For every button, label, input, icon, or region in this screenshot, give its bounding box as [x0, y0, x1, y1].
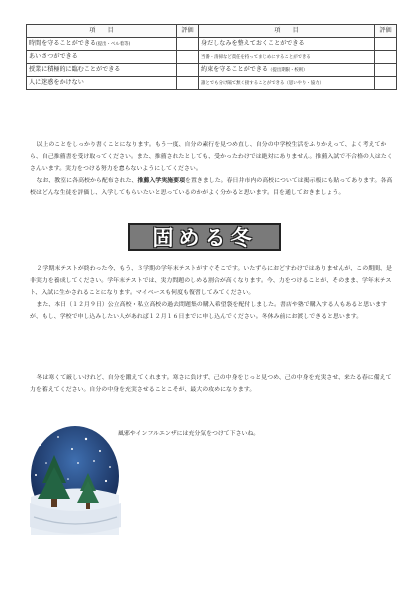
evaluation-table — [26, 24, 397, 90]
winter-paragraph: 冬は寒くて厳しいけれど、自分を鍛えてくれます。寒さに負けず、己の中身をじっと見つめ、己の中身を充実させ、来たる春に備えて力を蓄えてください。自分の中身を充実させることこそが、最大の攻めになります。 — [30, 375, 392, 393]
table-row — [27, 50, 397, 63]
score-cell — [375, 63, 397, 76]
header-score: 評価 — [375, 25, 397, 38]
table-row — [27, 37, 397, 50]
item-cell: 誰とでも分け隔て無く接することができる（思いやり・協力） — [199, 76, 375, 89]
section-title-banner: 固める冬 — [128, 223, 281, 251]
score-cell — [177, 50, 199, 63]
recommendation-paragraph: 以上のことをしっかり書くことになります。もう一度、自分の素行を見つめ直し、自分の中学校生活をふりかえって、よく考えてから、自己推薦書を受け取ってください。また、推薦されたとしても、受かったわけでは絶対にありません。推薦入試で不合格の人はたくさんいます。実力をつける努力を怠らないようにしてください。 — [30, 142, 393, 172]
item-cell: 時間を守ることができる(提出・ベル着等) — [27, 37, 177, 50]
item-cell: 身だしなみを整えておくことができる — [199, 37, 375, 50]
score-cell — [375, 37, 397, 50]
header-item: 項 目 — [27, 25, 177, 38]
item-cell: 授業に積極的に臨むことができる — [27, 63, 177, 76]
score-cell — [177, 76, 199, 89]
recommendation-section — [30, 140, 394, 200]
header-score: 評価 — [177, 25, 199, 38]
score-cell — [177, 37, 199, 50]
item-cell: 人に迷惑をかけない — [27, 76, 177, 89]
exam-paragraph: ２学期末テストが終わった今、もう、３学期の学年末テストがすぐそこです。いたずらにおどすわけではありませんが、この期間、是非実力を養成してください。学年末テストでは、実力問題のしめる割合が高くなります。今、力をつけることが、そのまま、学年末テスト、入試に生かされることになります。マイベースも何度も復習してみてください。 — [30, 266, 392, 296]
item-cell: 当番・清掃など責任を持ってまじめにすることができる — [199, 50, 375, 63]
guideline-title: 推薦入学実施要項 — [137, 177, 186, 184]
score-cell — [177, 63, 199, 76]
workbook-paragraph: また、本日（１２月９日）公立高校・私立高校の過去問題集の購入希望袋を配付しました。書店や塾で購入する人もあると思いますが、もし、学校で申し込みしたい人があれば１２月１６日までに申し込んでください。冬休み前にお渡しできると思います。 — [30, 301, 387, 320]
table-row — [27, 63, 397, 76]
item-cell: あいさつができる — [27, 50, 177, 63]
table-header-row — [27, 25, 397, 38]
guideline-paragraph: なお、教室に各高校から配布された、推薦入学実施要項を置きました。春日井市内の高校については掲示板にも貼ってあります。各高校はどんな生徒を評価し、入学してもらいたいと思っているのかがよく分かると思います。目を通しておきましょう。 — [30, 177, 393, 196]
study-section — [30, 264, 394, 324]
header-item: 項 目 — [199, 25, 375, 38]
score-cell — [375, 76, 397, 89]
table-row — [27, 76, 397, 89]
item-cell: 約束を守ることができる（提出期限・校則） — [199, 63, 375, 76]
closing-message: 風邪やインフルエンザには充分気をつけて下さいね。 — [118, 431, 260, 437]
snow-globe-icon — [28, 423, 123, 535]
score-cell — [375, 50, 397, 63]
